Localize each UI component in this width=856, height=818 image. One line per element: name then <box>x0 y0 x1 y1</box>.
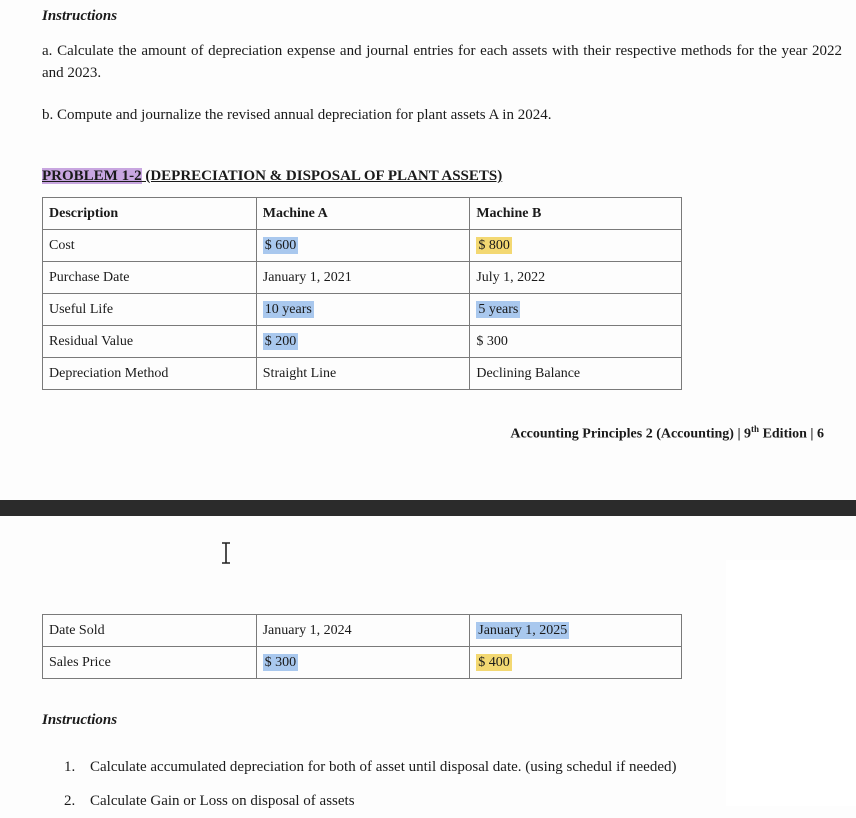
date-sold-machine-b: January 1, 2025 <box>478 622 568 638</box>
useful-life-machine-a: 10 years <box>264 301 312 317</box>
method-machine-a: Straight Line <box>256 358 470 390</box>
text-cursor-icon <box>220 542 232 564</box>
problem-title <box>42 168 502 185</box>
residual-value-machine-b: $ 300 <box>470 326 682 358</box>
row-label-date-sold: Date Sold <box>43 615 257 647</box>
instructions-heading: Instructions <box>42 8 118 24</box>
blurred-region <box>726 560 856 806</box>
cost-machine-a: $ 600 <box>264 237 297 253</box>
header-machine-a: Machine A <box>256 198 470 230</box>
residual-value-machine-a: $ 200 <box>264 333 297 349</box>
sales-price-machine-a: $ 300 <box>264 654 297 670</box>
list-item: 1. Calculate accumulated depreciation for both of asset until disposal date. (using schedul if needed) <box>64 759 677 775</box>
useful-life-machine-b: 5 years <box>478 301 519 317</box>
table-row <box>43 358 682 390</box>
instruction-list <box>64 750 676 818</box>
row-label-useful-life: Useful Life <box>43 294 257 326</box>
instruction-item-b: b. Compute and journalize the revised annual depreciation for plant assets A in 2024. <box>42 107 552 123</box>
cost-machine-b: $ 800 <box>478 237 510 253</box>
page-footer-citation: Accounting Principles 2 (Accounting) | 9th Edition | 6 <box>510 424 824 442</box>
disposal-table <box>42 614 682 679</box>
row-label-residual-value: Residual Value <box>43 326 257 358</box>
table-header-row <box>43 198 682 230</box>
page-break-divider <box>0 500 856 516</box>
table-row <box>43 326 682 358</box>
date-sold-machine-a: January 1, 2024 <box>256 615 470 647</box>
row-label-cost: Cost <box>43 230 257 262</box>
instruction-item-a: a. Calculate the amount of depreciation expense and journal entries for each assets with their respective methods for the year 2022 and 2023. <box>42 43 842 81</box>
problem-title-text: (DEPRECIATION & DISPOSAL OF PLANT ASSETS) <box>141 168 503 184</box>
method-machine-b: Declining Balance <box>470 358 682 390</box>
purchase-date-machine-a: January 1, 2021 <box>256 262 470 294</box>
row-label-purchase-date: Purchase Date <box>43 262 257 294</box>
problem-number: PROBLEM 1-2 <box>42 168 142 184</box>
sales-price-machine-b: $ 400 <box>478 654 510 670</box>
header-machine-b: Machine B <box>470 198 682 230</box>
instructions-heading-2: Instructions <box>42 712 118 728</box>
row-label-sales-price: Sales Price <box>43 647 257 679</box>
asset-table <box>42 197 682 390</box>
table-row <box>43 262 682 294</box>
purchase-date-machine-b: July 1, 2022 <box>470 262 682 294</box>
table-row <box>43 647 682 679</box>
header-description: Description <box>43 198 257 230</box>
list-item: 2. Calculate Gain or Loss on disposal of assets <box>64 793 355 809</box>
table-row <box>43 230 682 262</box>
row-label-depreciation-method: Depreciation Method <box>43 358 257 390</box>
table-row <box>43 294 682 326</box>
table-row <box>43 615 682 647</box>
